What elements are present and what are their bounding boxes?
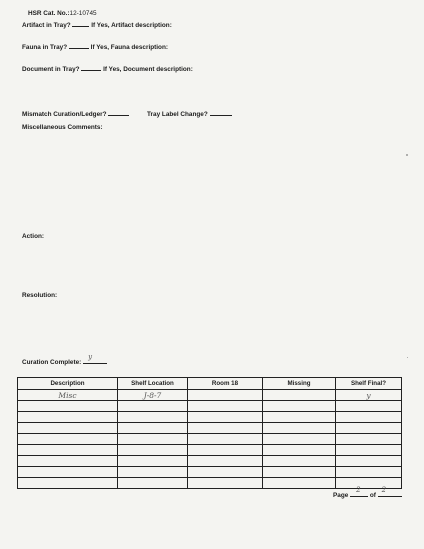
page-total-blank: [378, 486, 402, 497]
cell-shelf-final: [336, 467, 402, 478]
cell-shelf-final: [336, 478, 402, 489]
curation-complete-blank: [83, 353, 107, 364]
cell-missing: [263, 478, 336, 489]
fauna-in-tray-label: Fauna in Tray?: [22, 44, 68, 51]
cell-description: [18, 467, 118, 478]
cell-missing: [263, 401, 336, 412]
cell-room-18: [188, 412, 263, 423]
cell-description: [18, 456, 118, 467]
table-row: [18, 434, 402, 445]
curation-complete-label: Curation Complete:: [22, 359, 82, 366]
mismatch-curation-label: Mismatch Curation/Ledger?: [22, 111, 107, 118]
mismatch-line: [22, 109, 129, 119]
cell-room-18: [188, 467, 263, 478]
fauna-description-label: If Yes, Fauna description:: [90, 44, 168, 51]
table-row: [18, 478, 402, 489]
cell-missing: [263, 390, 336, 401]
fauna-in-tray-blank: [69, 42, 89, 49]
mismatch-curation-blank: [108, 109, 129, 116]
cell-missing: [263, 423, 336, 434]
header-missing: Missing: [263, 378, 336, 390]
header-shelf-location: Shelf Location: [118, 378, 188, 390]
page-number-line: [333, 486, 402, 500]
cell-room-18: [188, 434, 263, 445]
table-row: [18, 456, 402, 467]
table-header-row: [18, 378, 402, 390]
cell-shelf-location: [118, 434, 188, 445]
cell-room-18: [188, 390, 263, 401]
document-in-tray-blank: [81, 64, 101, 71]
catalog-number-label: HSR Cat. No.:: [28, 10, 70, 17]
cell-missing: [263, 434, 336, 445]
cell-shelf-final: [336, 423, 402, 434]
table-row: [18, 401, 402, 412]
cell-description: Misc: [18, 390, 118, 401]
table-row: [18, 412, 402, 423]
cell-shelf-final: [336, 445, 402, 456]
misc-comments-label: Miscellaneous Comments:: [22, 124, 103, 131]
header-room-18: Room 18: [188, 378, 263, 390]
table-body: [18, 390, 402, 489]
cell-missing: [263, 445, 336, 456]
scan-speck: [406, 154, 408, 156]
tray-label-change-line: [147, 109, 232, 119]
page-number-handwritten: 2: [356, 486, 361, 494]
cell-description: [18, 423, 118, 434]
cell-missing: [263, 456, 336, 467]
cell-room-18: [188, 456, 263, 467]
cell-room-18: [188, 478, 263, 489]
tray-label-change-label: Tray Label Change?: [147, 111, 208, 118]
cell-shelf-location: [118, 467, 188, 478]
cell-shelf-final: y: [336, 390, 402, 401]
cell-room-18: [188, 445, 263, 456]
header-shelf-final: Shelf Final?: [336, 378, 402, 390]
table-row: [18, 467, 402, 478]
scan-speck: [407, 357, 408, 358]
shelf-table: [17, 377, 402, 489]
fauna-line: [22, 42, 168, 52]
table-row: [18, 445, 402, 456]
cell-shelf-location: J-8-7: [118, 390, 188, 401]
document-description-label: If Yes, Document description:: [103, 66, 193, 73]
table-row: [18, 423, 402, 434]
artifact-description-label: If Yes, Artifact description:: [91, 22, 172, 29]
document-in-tray-label: Document in Tray?: [22, 66, 80, 73]
cell-shelf-location: [118, 423, 188, 434]
cell-description: [18, 445, 118, 456]
curation-complete-handwritten: y: [88, 353, 93, 361]
artifact-in-tray-blank: [72, 20, 89, 27]
page-label: Page: [333, 492, 349, 499]
cell-shelf-location: [118, 401, 188, 412]
table-row: [18, 390, 402, 401]
resolution-label: Resolution:: [22, 292, 58, 299]
artifact-in-tray-label: Artifact in Tray?: [22, 22, 71, 29]
cell-shelf-final: [336, 456, 402, 467]
cell-shelf-final: [336, 434, 402, 445]
of-label: of: [369, 492, 376, 499]
artifact-line: [22, 20, 172, 30]
header-description: Description: [18, 378, 118, 390]
catalog-number-line: [28, 10, 97, 18]
action-label: Action:: [22, 233, 45, 240]
cell-shelf-location: [118, 456, 188, 467]
tray-label-change-blank: [210, 109, 232, 116]
cell-shelf-location: [118, 412, 188, 423]
page-total-handwritten: 2: [381, 486, 387, 494]
cell-description: [18, 478, 118, 489]
cell-missing: [263, 412, 336, 423]
cell-description: [18, 401, 118, 412]
cell-room-18: [188, 423, 263, 434]
cell-room-18: [188, 401, 263, 412]
curation-complete-line: [22, 353, 107, 367]
page-number-blank: [350, 486, 368, 497]
document-line: [22, 64, 193, 74]
cell-missing: [263, 467, 336, 478]
cell-shelf-final: [336, 401, 402, 412]
cell-shelf-final: [336, 412, 402, 423]
cell-shelf-location: [118, 445, 188, 456]
cell-shelf-location: [118, 478, 188, 489]
catalog-number-value: 12-10745: [69, 10, 97, 17]
cell-description: [18, 434, 118, 445]
cell-description: [18, 412, 118, 423]
